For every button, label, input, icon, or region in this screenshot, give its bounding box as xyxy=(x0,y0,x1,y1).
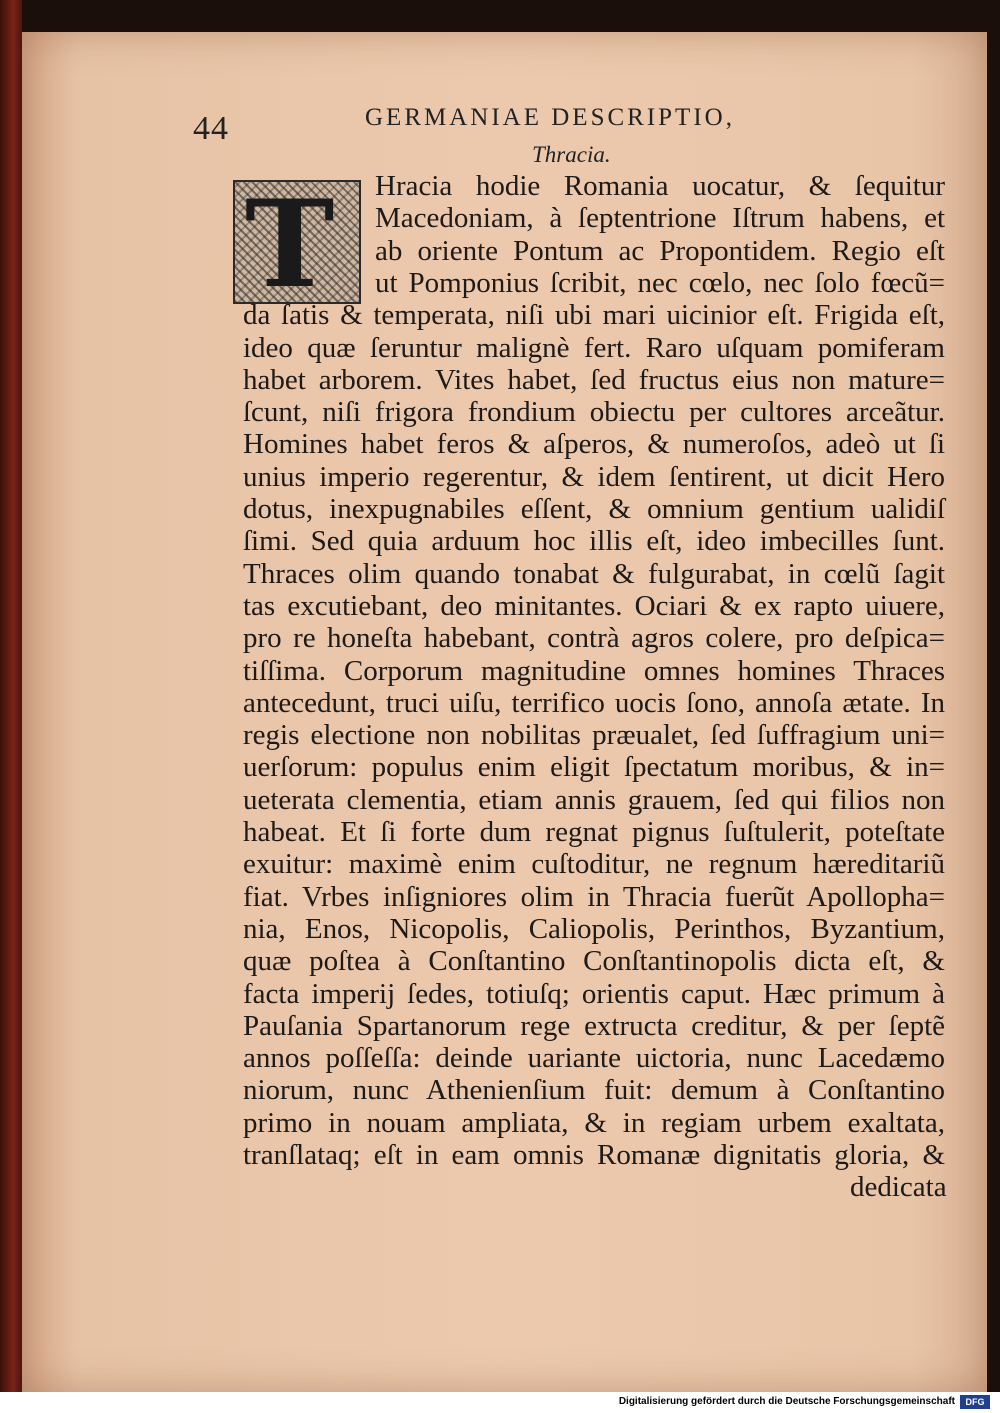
section-title: Thracia. xyxy=(532,142,611,167)
text-line: exuitur: maximè enim cuſtoditur, ne regnum hæreditariũ xyxy=(243,848,945,881)
funding-credit: Digitalisierung gefördert durch die Deutsche Forschungsgemeinschaft xyxy=(618,1396,955,1407)
footer-bar xyxy=(0,1392,1000,1413)
text-line: Thraces olim quando tonabat & fulgurabat, in cœlũ ſagit xyxy=(243,557,945,590)
text-line: dotus, inexpugnabiles eſſent, & omnium gentium ualidiſ xyxy=(243,493,945,525)
text-line: fiat. Vrbes inſigniores olim in Thracia fuerũt Apollopha= xyxy=(243,880,945,913)
text-line: habet arborem. Vites habet, ſed fructus eius non mature= xyxy=(243,363,945,396)
text-line: regis electione non nobilitas præualet, ſed ſuffragium uni= xyxy=(243,719,945,752)
text-line: ut Pomponius ſcribit, nec cœlo, nec ſolo fœcũ= xyxy=(375,266,945,299)
text-line: ſcunt, niſi frigora frondium obiectu per cultores arceãtur. xyxy=(243,396,945,429)
text-line: Macedoniam, à ſeptentrione Iſtrum habens, et xyxy=(375,202,945,235)
text-line: Homines habet feros & aſperos, & numeroſos, adeò ut ſi xyxy=(243,428,945,461)
text-line: uerſorum: populus enim eligit ſpectatum moribus, & in= xyxy=(243,751,945,784)
running-head: GERMANIAE DESCRIPTIO, xyxy=(365,104,735,131)
text-line: antecedunt, truci uiſu, terrifico uocis ſono, annoſa ætate. In xyxy=(243,686,945,719)
book-spine-edge xyxy=(0,0,22,1392)
text-line: tas excutiebant, deo minitantes. Ociari & ex rapto uiuere, xyxy=(243,589,945,622)
text-line: ideo quæ ſeruntur malignè fert. Raro uſquam pomiferam xyxy=(243,331,945,364)
text-line: habeat. Et ſi forte dum regnat pignus ſuſtulerit, poteſtate xyxy=(243,816,945,848)
text-line: ab oriente Pontum ac Propontidem. Regio eſt xyxy=(375,234,945,267)
text-line: niorum, nunc Athenienſium fuit: demum à Conſtantino xyxy=(243,1074,945,1107)
page-number: 44 xyxy=(193,110,229,147)
text-line: unius imperio regerentur, & idem ſentirent, ut dicit Hero xyxy=(243,460,945,493)
text-line: ſimi. Sed quia arduum hoc illis eſt, ideo imbecilles ſunt. xyxy=(243,525,945,558)
text-line: Pauſania Spartanorum rege extructa creditur, & per ſeptẽ xyxy=(243,1009,945,1042)
woodcut-initial-icon: T xyxy=(233,180,361,304)
dfg-logo-icon: DFG xyxy=(960,1395,990,1409)
text-line: quæ poſtea à Conſtantino Conſtantinopolis dicta eſt, & xyxy=(243,945,945,978)
text-line: primo in nouam ampliata, & in regiam urbem exaltata, xyxy=(243,1106,945,1139)
text-line: nia, Enos, Nicopolis, Caliopolis, Perinthos, Byzantium, xyxy=(243,912,945,945)
catchword: dedicata xyxy=(850,1171,947,1204)
text-line: tranſlataq; eſt in eam omnis Romanæ dignitatis gloria, & xyxy=(243,1139,945,1171)
text-line: facta imperij ſedes, totiuſq; orientis caput. Hæc primum à xyxy=(243,977,945,1010)
text-line: tiſſima. Corporum magnitudine omnes homines Thraces xyxy=(243,654,945,687)
text-line: annos poſſeſſa: deinde uariante uictoria, nunc Lacedæmo xyxy=(243,1042,945,1075)
text-line: ueterata clementia, etiam annis grauem, ſed qui filios non xyxy=(243,783,945,816)
text-line: da ſatis & temperata, niſi ubi mari uicinior eſt. Frigida eſt, xyxy=(243,299,945,332)
text-line: Hracia hodie Romania uocatur, & ſequitur xyxy=(375,170,945,202)
text-line: pro re honeſta habebant, contrà agros colere, pro deſpica= xyxy=(243,622,945,655)
